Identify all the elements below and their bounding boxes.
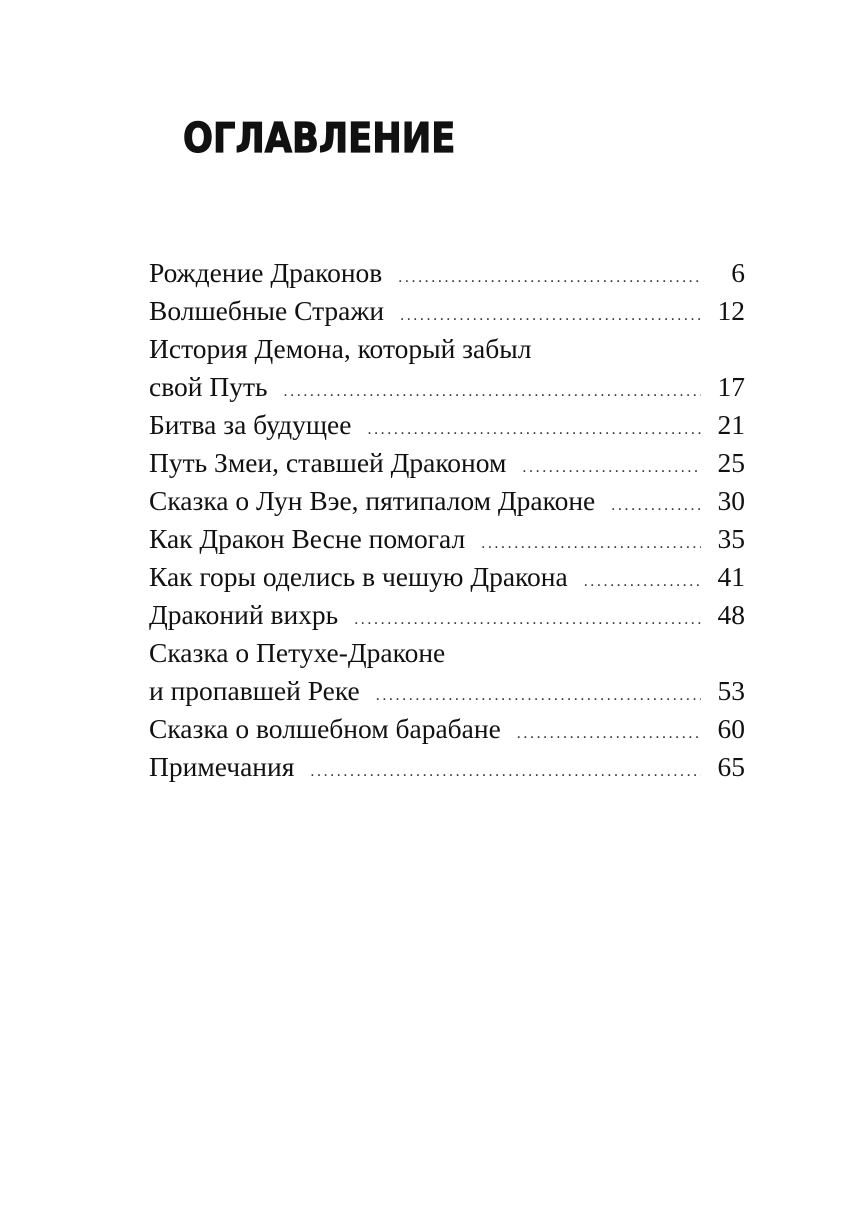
toc-entry-title-continued: и пропавшей Реке (149, 675, 360, 706)
toc-entry[interactable] (149, 520, 745, 558)
toc-entry-title: Сказка о Петухе-Драконе (149, 637, 446, 668)
toc-page-number: 48 (717, 599, 745, 630)
toc-entry[interactable] (149, 710, 745, 748)
dot-leader (584, 563, 701, 601)
toc-entry-title: Драконий вихрь (149, 599, 339, 630)
dot-leader (398, 259, 701, 297)
toc-page-number: 25 (717, 447, 745, 478)
toc-entry[interactable] (149, 330, 745, 406)
toc-entry-title: История Демона, который забыл (149, 333, 532, 364)
page-title: ОГЛАВЛЕНИЕ (183, 114, 456, 162)
table-of-contents (149, 254, 745, 786)
toc-line (149, 254, 745, 292)
toc-entry[interactable] (149, 292, 745, 330)
dot-leader (310, 753, 701, 791)
toc-page-number: 12 (717, 295, 745, 326)
toc-entry-title: Рождение Драконов (149, 257, 383, 288)
toc-page-number: 41 (717, 561, 745, 592)
toc-line (149, 596, 745, 634)
toc-line (149, 634, 745, 672)
toc-page-number: 21 (717, 409, 745, 440)
toc-line (149, 292, 745, 330)
toc-entry-title: Как Дракон Весне помогал (149, 523, 466, 554)
toc-line (149, 330, 745, 368)
toc-page-number: 53 (717, 675, 745, 706)
toc-line (149, 368, 745, 406)
toc-entry-title-continued: свой Путь (149, 371, 268, 402)
toc-entry[interactable] (149, 254, 745, 292)
toc-entry-title: Сказка о Лун Вэе, пятипалом Драконе (149, 485, 596, 516)
toc-entry[interactable] (149, 634, 745, 710)
toc-entry[interactable] (149, 406, 745, 444)
toc-page-number: 17 (717, 371, 745, 402)
dot-leader (611, 487, 701, 525)
toc-page-number: 6 (731, 257, 745, 288)
toc-line (149, 748, 745, 786)
toc-entry[interactable] (149, 482, 745, 520)
toc-entry-title: Путь Змеи, ставшей Драконом (149, 447, 507, 478)
toc-page-number: 35 (717, 523, 745, 554)
toc-page-number: 30 (717, 485, 745, 516)
toc-line (149, 520, 745, 558)
toc-entry-title: Волшебные Стражи (149, 295, 385, 326)
toc-entry[interactable] (149, 444, 745, 482)
toc-line (149, 406, 745, 444)
toc-entry-title: Сказка о волшебном барабане (149, 713, 501, 744)
toc-entry[interactable] (149, 558, 745, 596)
toc-entry-title: Как горы оделись в чешую Дракона (149, 561, 568, 592)
toc-entry[interactable] (149, 748, 745, 786)
dot-leader (517, 715, 701, 753)
toc-entry-title: Примечания (149, 751, 295, 782)
toc-line (149, 482, 745, 520)
toc-page-number: 65 (717, 751, 745, 782)
toc-line (149, 558, 745, 596)
toc-entry-title: Битва за будущее (149, 409, 352, 440)
toc-page-number: 60 (717, 713, 745, 744)
toc-line (149, 672, 745, 710)
toc-line (149, 444, 745, 482)
toc-line (149, 710, 745, 748)
toc-entry[interactable] (149, 596, 745, 634)
